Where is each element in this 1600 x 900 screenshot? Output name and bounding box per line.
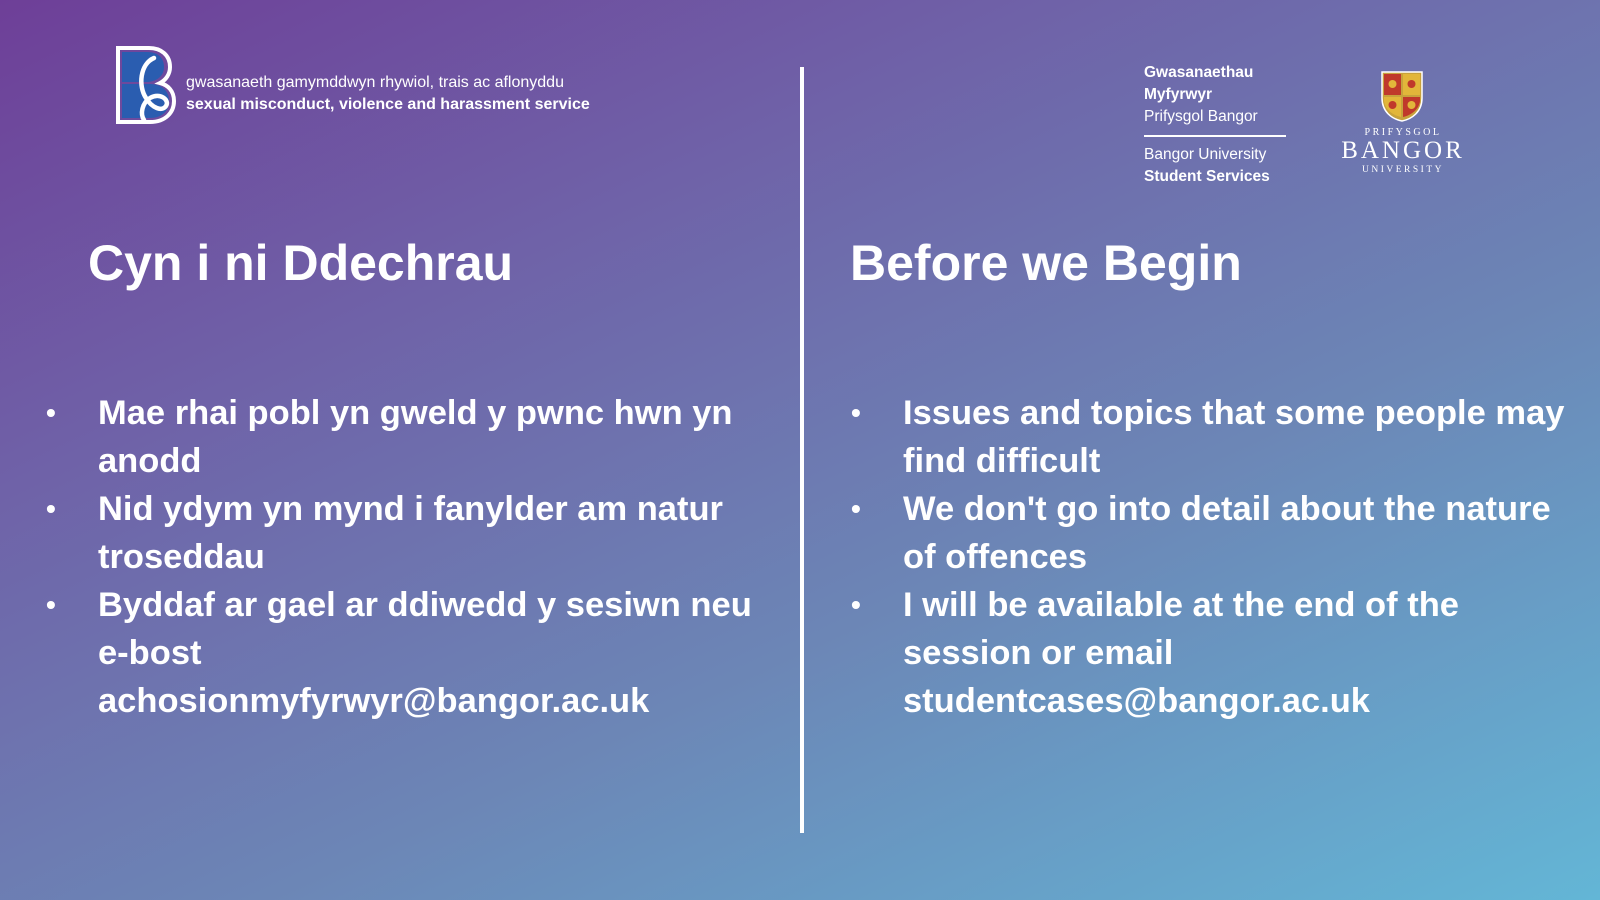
bullet-dot: • — [851, 589, 861, 620]
university-label-top: PRIFYSGOL — [1364, 127, 1442, 138]
ribbon-b-logo-icon — [114, 46, 176, 124]
bullet-text: We don't go into detail about the nature of offences — [903, 490, 1551, 576]
bullet-dot: • — [46, 589, 56, 620]
student-services-welsh-2: Myfyrwyr — [1144, 86, 1213, 103]
bullet-item — [40, 485, 760, 581]
university-crest-icon — [1380, 70, 1424, 122]
bullet-item — [40, 389, 760, 485]
bullet-item — [845, 389, 1585, 485]
bullet-dot: • — [46, 397, 56, 428]
bullet-dot: • — [851, 493, 861, 524]
service-name-welsh: gwasanaeth gamymddwyn rhywiol, trais ac aflonyddu — [186, 74, 564, 91]
student-services-label — [1144, 62, 1288, 188]
heading-welsh: Cyn i ni Ddechrau — [88, 235, 514, 291]
university-label-bottom: UNIVERSITY — [1362, 165, 1444, 175]
column-divider — [800, 67, 804, 833]
bullet-list-welsh — [40, 389, 760, 725]
bullet-item — [845, 485, 1585, 581]
student-services-welsh-3: Prifysgol Bangor — [1144, 108, 1258, 125]
bullet-text: Byddaf ar gael ar ddiwedd y sesiwn neu e-bost achosionmyfyrwyr@bangor.ac.uk — [98, 586, 752, 720]
bullet-item — [40, 581, 760, 725]
bullet-list-english — [845, 389, 1585, 725]
bullet-text: Issues and topics that some people may find difficult — [903, 394, 1565, 480]
student-services-english-2: Student Services — [1144, 168, 1270, 185]
service-name — [186, 72, 590, 116]
student-services-rule — [1144, 135, 1286, 137]
heading-english: Before we Begin — [850, 235, 1242, 291]
bullet-text: Nid ydym yn mynd i fanylder am natur troseddau — [98, 490, 723, 576]
bullet-dot: • — [851, 397, 861, 428]
bullet-item — [845, 581, 1585, 725]
student-services-english-1: Bangor University — [1144, 146, 1267, 163]
bullet-dot: • — [46, 493, 56, 524]
university-label-name: BANGOR — [1341, 137, 1465, 164]
bullet-text: Mae rhai pobl yn gweld y pwnc hwn yn anodd — [98, 394, 733, 480]
service-name-english: sexual misconduct, violence and harassment service — [186, 96, 590, 113]
bullet-text: I will be available at the end of the session or email studentcases@bangor.ac.uk — [903, 586, 1459, 720]
student-services-welsh-1: Gwasanaethau — [1144, 64, 1254, 81]
